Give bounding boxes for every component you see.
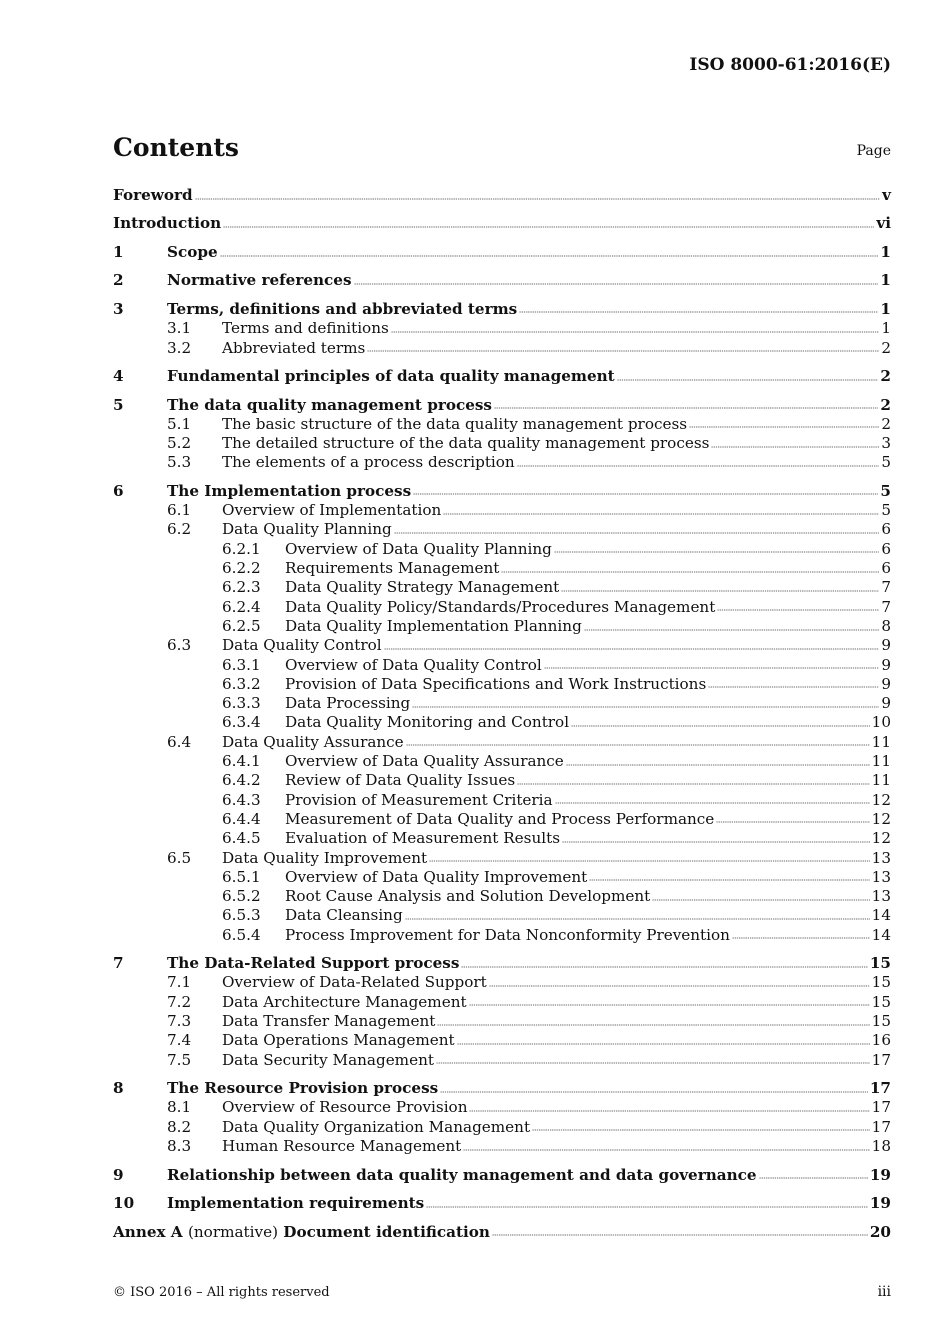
toc-entry[interactable] <box>113 415 891 434</box>
dot-leader <box>440 1090 868 1094</box>
toc-entry[interactable] <box>113 713 891 732</box>
toc-entry[interactable] <box>113 520 891 539</box>
dot-leader <box>532 1128 870 1132</box>
dot-leader <box>652 898 869 902</box>
toc-entry-page: 15 <box>871 1012 891 1031</box>
toc-entry-title: Provision of Measurement Criteria <box>285 790 553 809</box>
toc-entry-number: 6.2.2 <box>222 559 261 578</box>
toc-entry[interactable] <box>113 1031 891 1050</box>
toc-entry[interactable] <box>113 868 891 887</box>
toc-entry[interactable] <box>113 434 891 453</box>
toc-entry-page: 9 <box>881 655 891 674</box>
toc-entry-page: 14 <box>871 906 891 925</box>
toc-entry[interactable] <box>113 1118 891 1137</box>
toc-entry[interactable] <box>113 1223 891 1242</box>
toc-entry-title: Data Operations Management <box>222 1031 455 1050</box>
toc-entry-page: 5 <box>881 501 891 520</box>
toc-entry-title: The elements of a process description <box>222 453 515 472</box>
dot-leader <box>457 1042 870 1046</box>
dot-leader <box>717 608 879 612</box>
toc-entry[interactable] <box>113 771 891 790</box>
toc-entry-title: Data Quality Improvement <box>222 848 428 867</box>
toc-entry-title: Data Quality Control <box>222 636 382 655</box>
toc-entry-number: 6.5.2 <box>222 887 261 906</box>
toc-entry-page: 5 <box>880 481 891 500</box>
dot-leader <box>412 705 879 709</box>
toc-entry-title: Data Quality Assurance <box>222 732 404 751</box>
toc-entry[interactable] <box>113 636 891 655</box>
dot-leader <box>436 1061 870 1065</box>
toc-entry[interactable] <box>113 849 891 868</box>
toc-entry[interactable] <box>113 810 891 829</box>
dot-leader <box>437 1023 869 1027</box>
toc-entry-page: 6 <box>881 539 891 558</box>
toc-entry-number: 3 <box>113 299 124 318</box>
toc-entry-page: 9 <box>881 674 891 693</box>
toc-entry-title: The data quality management process <box>167 395 492 414</box>
toc-entry-title: The basic structure of the data quality management process <box>222 414 688 433</box>
toc-entry-number: 6.4.3 <box>222 790 261 809</box>
toc-entry-page: vi <box>876 214 891 233</box>
toc-entry-page: 15 <box>869 954 891 973</box>
toc-entry-page: 2 <box>880 395 891 414</box>
toc-entry-title: Overview of Data Quality Improvement <box>285 867 588 886</box>
dot-leader <box>711 445 879 449</box>
dot-leader <box>617 378 879 382</box>
toc-entry-number: 7.5 <box>167 1050 192 1069</box>
toc-entry[interactable] <box>113 214 891 233</box>
toc-entry-page: 13 <box>871 848 891 867</box>
toc-entry-title: Data Security Management <box>222 1050 434 1069</box>
toc-entry-number: 6.1 <box>167 501 192 520</box>
toc-entry-title: Overview of Resource Provision <box>222 1098 468 1117</box>
toc-entry-number: 6.3.2 <box>222 674 261 693</box>
dot-leader <box>517 782 870 786</box>
toc-entry[interactable] <box>113 482 891 501</box>
toc-entry-title: Data Quality Policy/Standards/Procedures Management <box>285 597 716 616</box>
toc-entry[interactable] <box>113 1166 891 1185</box>
toc-entry-page: 2 <box>880 367 891 386</box>
toc-entry-title: Overview of Data-Related Support <box>222 973 487 992</box>
toc-entry-number: 8.2 <box>167 1117 192 1136</box>
toc-entry-page: 15 <box>871 992 891 1011</box>
toc-entry-title: Overview of Implementation <box>222 501 442 520</box>
dot-leader <box>561 589 879 593</box>
toc-entry-title: Data Quality Organization Management <box>222 1117 531 1136</box>
toc-entry-page: 8 <box>881 616 891 635</box>
dot-leader <box>716 821 869 825</box>
toc-entry-number: 6.2.5 <box>222 616 261 635</box>
toc-entry-page: 2 <box>881 338 891 357</box>
toc-entry-page: 9 <box>881 694 891 713</box>
toc-entry-title: Review of Data Quality Issues <box>285 771 516 790</box>
dot-leader <box>517 464 880 468</box>
toc-entry-number: 6.5.3 <box>222 906 261 925</box>
toc-entry-number: 7.2 <box>167 992 192 1011</box>
toc-entry-number: 6.2 <box>167 520 192 539</box>
toc-entry[interactable] <box>113 1137 891 1156</box>
toc-entry-title: Abbreviated terms <box>222 338 366 357</box>
annex-type: (normative) <box>187 1222 278 1241</box>
toc-entry-title: Overview of Data Quality Planning <box>285 539 552 558</box>
dot-leader <box>489 984 870 988</box>
toc-entry-number: 8.1 <box>167 1098 192 1117</box>
dot-leader <box>394 531 880 535</box>
toc-entry-title: Data Quality Implementation Planning <box>285 616 582 635</box>
toc-entry-page: 16 <box>871 1031 891 1050</box>
toc-entry-page: 17 <box>869 1079 891 1098</box>
toc-entry-page: 11 <box>871 732 891 751</box>
toc-entry[interactable] <box>113 733 891 752</box>
toc-entry-title: Fundamental principles of data quality management <box>167 367 615 386</box>
toc-entry-title: Data Quality Planning <box>222 520 392 539</box>
dot-leader <box>463 1148 869 1152</box>
toc-entry-page: 9 <box>881 636 891 655</box>
toc-entry[interactable] <box>113 1079 891 1098</box>
annex-title: Document identification <box>283 1222 490 1241</box>
page-title: Contents <box>113 133 240 162</box>
toc-entry[interactable] <box>113 396 891 415</box>
toc-entry-page: v <box>882 186 891 204</box>
dot-leader <box>519 311 878 315</box>
toc-entry[interactable] <box>113 656 891 675</box>
document-identifier: ISO 8000-61:2016(E) <box>689 55 891 75</box>
toc-entry-number: 6.4 <box>167 732 192 751</box>
toc-entry-title: Root Cause Analysis and Solution Development <box>285 887 651 906</box>
toc-entry-title: The detailed structure of the data quality management process <box>222 434 710 453</box>
toc-entry-title: Evaluation of Measurement Results <box>285 829 560 848</box>
dot-leader <box>492 1233 868 1237</box>
toc-entry-number: 6.5.1 <box>222 867 261 886</box>
dot-leader <box>413 493 878 497</box>
toc-entry-number: 6.4.4 <box>222 809 261 828</box>
toc-entry-page: 14 <box>871 925 891 944</box>
dot-leader <box>223 225 874 229</box>
toc-entry-title: Overview of Data Quality Control <box>285 655 542 674</box>
toc-entry-number: 7.3 <box>167 1012 192 1031</box>
toc-entry-page: 17 <box>871 1050 891 1069</box>
annex-label: Annex A <box>113 1222 183 1241</box>
toc-entry-number: 9 <box>113 1165 124 1184</box>
toc-entry-number: 6.4.1 <box>222 752 261 771</box>
toc-entry[interactable] <box>113 453 891 472</box>
toc-entry-page: 17 <box>871 1098 891 1117</box>
toc-entry-page: 19 <box>869 1165 891 1184</box>
toc-entry-title: Data Architecture Management <box>222 992 467 1011</box>
toc-entry-number: 6.4.5 <box>222 829 261 848</box>
toc-entry[interactable] <box>113 694 891 713</box>
toc-entry-title <box>113 1223 490 1242</box>
toc-entry[interactable] <box>113 501 891 520</box>
page-column-label: Page <box>856 143 891 159</box>
toc-entry-page: 18 <box>871 1137 891 1156</box>
toc-entry[interactable] <box>113 271 891 290</box>
toc-entry-number: 5.2 <box>167 434 192 453</box>
toc-entry[interactable] <box>113 675 891 694</box>
dot-leader <box>584 628 880 632</box>
toc-entry-number: 3.2 <box>167 338 192 357</box>
toc-entry-page: 13 <box>871 867 891 886</box>
toc-entry-number: 3.1 <box>167 319 192 338</box>
toc-entry-page: 6 <box>881 520 891 539</box>
toc-entry[interactable] <box>113 752 891 771</box>
toc-entry-title: Data Quality Monitoring and Control <box>285 713 570 732</box>
toc-entry[interactable] <box>113 1051 891 1070</box>
dot-leader <box>555 801 870 805</box>
toc-entry-number: 6.2.1 <box>222 539 261 558</box>
toc-entry[interactable] <box>113 791 891 810</box>
dot-leader <box>469 1109 869 1113</box>
toc-entry-page: 3 <box>881 434 891 453</box>
toc-entry-title: Implementation requirements <box>167 1194 425 1213</box>
dot-leader <box>501 570 879 574</box>
toc-entry-number: 6.3.3 <box>222 694 261 713</box>
toc-entry-number: 6.3.4 <box>222 713 261 732</box>
toc-entry-page: 19 <box>869 1194 891 1213</box>
dot-leader <box>391 330 880 334</box>
toc-entry-title: The Implementation process <box>167 481 412 500</box>
dot-leader <box>469 1003 870 1007</box>
toc-entry-title: Overview of Data Quality Assurance <box>285 752 564 771</box>
toc-entry-number: 6.5.4 <box>222 925 261 944</box>
toc-entry-page: 1 <box>881 319 891 338</box>
toc-entry[interactable] <box>113 1098 891 1117</box>
toc-entry-title: Process Improvement for Data Nonconformity Prevention <box>285 925 730 944</box>
toc-entry-number: 6 <box>113 481 124 500</box>
dot-leader <box>759 1176 868 1180</box>
dot-leader <box>571 724 870 728</box>
dot-leader <box>220 254 879 258</box>
table-of-contents <box>113 184 891 1242</box>
dot-leader <box>405 917 870 921</box>
toc-entry-number: 7.1 <box>167 973 192 992</box>
toc-entry[interactable] <box>113 598 891 617</box>
dot-leader <box>554 550 879 554</box>
dot-leader <box>384 647 880 651</box>
dot-leader <box>589 878 869 882</box>
dot-leader <box>689 425 879 429</box>
toc-entry-number: 6.3.1 <box>222 655 261 674</box>
toc-entry-number: 5.3 <box>167 453 192 472</box>
dot-leader <box>562 840 870 844</box>
toc-entry-page: 1 <box>880 271 891 290</box>
toc-entry[interactable] <box>113 1012 891 1031</box>
toc-entry-title: Terms, definitions and abbreviated terms <box>167 299 518 318</box>
toc-entry-page: 13 <box>871 887 891 906</box>
toc-entry[interactable] <box>113 300 891 319</box>
toc-entry-title: Data Transfer Management <box>222 1012 436 1031</box>
toc-entry-number: 4 <box>113 367 124 386</box>
dot-leader <box>443 512 879 516</box>
toc-entry[interactable] <box>113 906 891 925</box>
toc-entry-number: 5.1 <box>167 414 192 433</box>
toc-entry-number: 8 <box>113 1079 124 1098</box>
toc-entry-page: 10 <box>871 713 891 732</box>
toc-entry-number: 6.4.2 <box>222 771 261 790</box>
toc-entry-page: 11 <box>871 771 891 790</box>
toc-entry-title: The Resource Provision process <box>167 1079 439 1098</box>
dot-leader <box>406 743 870 747</box>
dot-leader <box>429 859 870 863</box>
toc-entry-title: Relationship between data quality management and data governance <box>167 1165 757 1184</box>
toc-entry-number: 6.5 <box>167 848 192 867</box>
toc-entry-title: Data Quality Strategy Management <box>285 578 560 597</box>
toc-entry-title: Foreword <box>113 186 193 204</box>
toc-entry-number: 10 <box>113 1194 135 1213</box>
toc-entry-number: 6.2.3 <box>222 578 261 597</box>
dot-leader <box>494 406 878 410</box>
toc-entry[interactable] <box>113 829 891 848</box>
toc-entry-page: 20 <box>869 1222 891 1241</box>
toc-entry-page: 12 <box>871 809 891 828</box>
toc-entry-page: 12 <box>871 829 891 848</box>
toc-entry[interactable] <box>113 954 891 973</box>
toc-entry-page: 17 <box>871 1117 891 1136</box>
dot-leader <box>195 197 881 201</box>
toc-entry-page: 15 <box>871 973 891 992</box>
toc-entry[interactable] <box>113 617 891 636</box>
toc-entry-title: Measurement of Data Quality and Process Performance <box>285 809 715 828</box>
toc-entry-page: 6 <box>881 559 891 578</box>
toc-entry-page: 12 <box>871 790 891 809</box>
toc-entry-number: 6.2.4 <box>222 597 261 616</box>
toc-entry[interactable] <box>113 540 891 559</box>
toc-entry-title: Scope <box>167 242 218 261</box>
toc-entry[interactable] <box>113 243 891 262</box>
footer-page-number: iii <box>877 1284 891 1300</box>
toc-entry[interactable] <box>113 578 891 597</box>
toc-entry-number: 5 <box>113 395 124 414</box>
toc-entry-title: Data Processing <box>285 694 411 713</box>
toc-entry[interactable] <box>113 319 891 338</box>
toc-entry-number: 7.4 <box>167 1031 192 1050</box>
toc-entry-title: Human Resource Management <box>222 1137 462 1156</box>
toc-entry-title: Normative references <box>167 271 352 290</box>
toc-entry-title: Terms and definitions <box>222 319 389 338</box>
toc-entry-page: 2 <box>881 414 891 433</box>
toc-entry-number: 6.3 <box>167 636 192 655</box>
toc-entry-title: Introduction <box>113 214 222 233</box>
toc-entry-page: 1 <box>880 242 891 261</box>
toc-entry-title: Requirements Management <box>285 559 500 578</box>
toc-entry-number: 7 <box>113 954 124 973</box>
toc-entry-title: The Data-Related Support process <box>167 954 460 973</box>
dot-leader <box>732 936 870 940</box>
toc-entry[interactable] <box>113 367 891 386</box>
toc-entry-title: Data Cleansing <box>285 906 403 925</box>
dot-leader <box>566 763 870 767</box>
toc-entry-number: 8.3 <box>167 1137 192 1156</box>
copyright-notice: © ISO 2016 – All rights reserved <box>113 1285 330 1300</box>
dot-leader <box>354 282 879 286</box>
toc-entry[interactable] <box>113 887 891 906</box>
toc-entry-page: 1 <box>880 299 891 318</box>
toc-entry-number: 2 <box>113 271 124 290</box>
toc-entry-page: 7 <box>881 597 891 616</box>
toc-entry[interactable] <box>113 559 891 578</box>
toc-entry-title: Provision of Data Specifications and Work Instructions <box>285 674 707 693</box>
toc-entry[interactable] <box>113 1194 891 1213</box>
toc-entry[interactable] <box>113 973 891 992</box>
toc-entry[interactable] <box>113 186 891 205</box>
dot-leader <box>426 1205 868 1209</box>
toc-entry-number: 1 <box>113 242 124 261</box>
toc-entry[interactable] <box>113 926 891 945</box>
toc-entry[interactable] <box>113 339 891 358</box>
dot-leader <box>708 685 879 689</box>
toc-entry-page: 11 <box>871 752 891 771</box>
dot-leader <box>544 666 880 670</box>
dot-leader <box>367 349 879 353</box>
toc-entry[interactable] <box>113 993 891 1012</box>
dot-leader <box>461 965 867 969</box>
toc-entry-page: 5 <box>881 453 891 472</box>
toc-entry-page: 7 <box>881 578 891 597</box>
